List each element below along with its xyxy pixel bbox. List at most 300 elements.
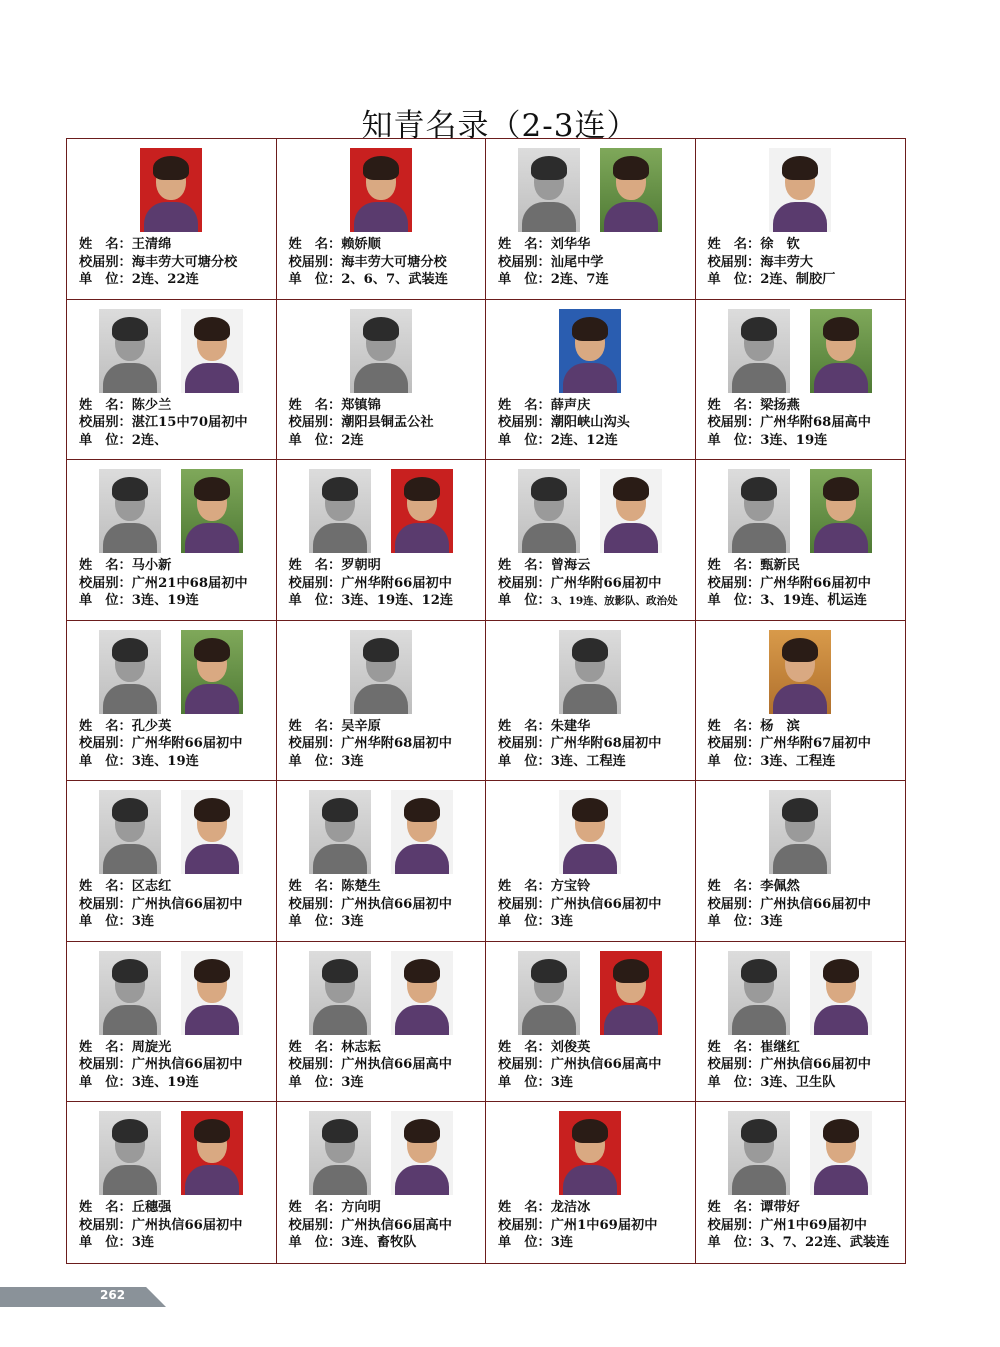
old-portrait-photo [728,309,790,393]
person-unit-label: 单 位： [79,753,132,769]
person-name: 孔少英 [131,718,172,734]
person-card [67,781,277,942]
person-name: 周旋光 [131,1039,172,1055]
person-school: 广州华附68届初中 [341,736,452,752]
old-portrait-photo [99,469,161,553]
person-school-label: 校届别： [707,1217,761,1233]
person-school: 广州华附68届高中 [760,415,871,431]
recent-portrait-photo [391,469,453,553]
photo-group [67,790,276,874]
person-school-row [79,575,272,593]
person-school-label: 校届别： [288,575,342,591]
person-school-row [498,254,691,272]
person-card [277,942,487,1103]
person-unit-label: 单 位： [498,1074,551,1090]
person-unit-row [289,753,482,771]
person-card [486,1102,696,1263]
person-name: 杨 滨 [760,718,800,734]
person-info [708,236,902,289]
person-unit-row [708,271,902,289]
person-name: 刘俊英 [550,1039,591,1055]
recent-portrait-photo [181,469,243,553]
person-school: 广州执信66届初中 [131,896,243,912]
person-unit-label: 单 位： [288,914,342,930]
person-unit-label: 单 位： [498,432,551,448]
person-name-label: 姓 名： [79,237,132,252]
person-name-row [498,1199,691,1217]
old-portrait-photo [728,951,790,1035]
person-info [498,236,691,289]
person-unit-label: 单 位： [707,432,761,448]
recent-portrait-photo [391,790,453,874]
person-school-label: 校届别： [288,736,342,752]
person-unit-row [79,1074,272,1092]
person-card [486,781,696,942]
person-card [277,1102,487,1263]
photo-group [67,1111,276,1195]
person-name-row [289,236,482,254]
recent-portrait-photo [140,148,202,232]
person-info [79,397,272,450]
person-info [498,1199,691,1252]
person-unit-label: 单 位： [707,272,761,287]
person-unit: 3连、19连 [131,753,199,769]
person-school: 广州华附68届初中 [550,736,662,752]
person-info [79,557,272,610]
person-school-label: 校届别： [288,1057,342,1073]
person-unit: 3连 [341,914,364,930]
person-card [277,781,487,942]
person-name-row [289,557,482,575]
person-info [289,878,482,931]
person-unit: 3连、工程连 [760,753,836,769]
person-info [708,1199,902,1252]
person-school-row [498,896,691,914]
person-name-label: 姓 名： [288,237,342,252]
person-unit: 3连、工程连 [550,753,626,769]
person-name-label: 姓 名： [79,1200,132,1216]
person-card [696,1102,906,1263]
recent-portrait-photo [181,1111,243,1195]
person-school-label: 校届别： [498,1057,551,1073]
person-info [289,397,482,450]
person-school-row [289,414,482,432]
old-portrait-photo [99,630,161,714]
person-unit-label: 单 位： [707,593,761,609]
old-portrait-photo [518,148,580,232]
person-school-row [498,1056,691,1074]
person-name-row [79,1039,272,1057]
person-unit-label: 单 位： [707,914,761,930]
recent-portrait-photo [559,1111,621,1195]
person-name: 崔继红 [760,1039,800,1055]
person-school-row [79,896,272,914]
person-name-row [498,397,691,415]
recent-portrait-photo [559,790,621,874]
recent-portrait-photo [391,951,453,1035]
old-portrait-photo [559,630,621,714]
person-school-row [708,575,902,593]
directory-grid [66,138,906,1264]
person-unit: 2连、 [131,432,168,448]
person-school-row [708,896,902,914]
person-info [289,1039,482,1092]
person-unit: 2、6、7、武装连 [341,272,448,287]
old-portrait-photo [728,469,790,553]
person-unit-row [289,432,482,450]
person-info [289,236,482,289]
person-name-row [708,1199,902,1217]
old-portrait-photo [99,951,161,1035]
person-name-row [289,1039,482,1057]
person-name: 薛声庆 [550,397,591,413]
person-name: 龙洁冰 [550,1200,591,1216]
person-unit-label: 单 位： [498,593,551,609]
person-card [277,621,487,782]
old-portrait-photo [309,790,371,874]
person-school-row [289,254,482,272]
person-name-label: 姓 名： [79,397,132,413]
person-unit-row [79,1234,272,1252]
photo-group [67,309,276,393]
person-info [289,1199,482,1252]
person-school-row [498,735,691,753]
person-school-label: 校届别： [79,1217,132,1233]
person-info [498,397,691,450]
person-name-row [708,557,902,575]
person-name: 吴辛原 [341,718,381,734]
photo-group [696,1111,906,1195]
photo-group [277,148,486,232]
person-unit-row [289,1074,482,1092]
person-unit-label: 单 位： [498,753,551,769]
photo-group [277,309,486,393]
person-name-row [708,1039,902,1057]
person-school-label: 校届别： [707,575,761,591]
person-unit-row [498,913,691,931]
person-unit-label: 单 位： [288,1074,342,1090]
person-unit: 3连、19连 [131,593,199,609]
person-unit: 3连、19连、12连 [341,593,454,609]
person-name: 罗朝明 [341,558,381,574]
person-info [498,557,691,611]
person-name-label: 姓 名： [288,558,342,574]
photo-group [696,148,906,232]
person-name-row [79,718,272,736]
person-name-row [79,236,272,254]
person-info [289,557,482,610]
person-school: 广州执信66届高中 [341,1217,452,1233]
person-info [708,718,902,771]
recent-portrait-photo [810,309,872,393]
old-portrait-photo [99,309,161,393]
person-name: 区志红 [131,879,172,895]
person-school: 广州执信66届高中 [341,1057,452,1073]
person-name-row [498,718,691,736]
recent-portrait-photo [559,309,621,393]
person-unit: 3连、卫生队 [760,1074,836,1090]
person-unit-label: 单 位： [79,1074,132,1090]
person-unit-row [79,592,272,610]
person-name-label: 姓 名： [288,397,342,413]
person-unit-label: 单 位： [288,1235,342,1251]
recent-portrait-photo [600,469,662,553]
old-portrait-photo [728,1111,790,1195]
person-name: 徐 钦 [760,237,800,252]
person-unit-label: 单 位： [498,914,551,930]
person-unit: 3连 [341,1074,364,1090]
person-school-row [498,1217,691,1235]
person-name-row [708,718,902,736]
person-school: 广州执信66届初中 [550,896,662,912]
person-school: 广州执信66届初中 [760,1057,871,1073]
old-portrait-photo [309,951,371,1035]
person-name-label: 姓 名： [707,237,761,252]
person-name: 朱建华 [550,718,591,734]
person-info [498,718,691,771]
person-name-label: 姓 名： [707,558,761,574]
person-card [486,300,696,461]
person-school: 广州执信66届初中 [131,1057,243,1073]
person-school: 广州1中69届初中 [550,1217,658,1233]
person-school: 海丰劳大可塘分校 [341,254,447,270]
person-name-row [498,878,691,896]
recent-portrait-photo [810,1111,872,1195]
person-unit-row [708,432,902,450]
person-school: 广州华附66届初中 [760,575,871,591]
person-school-row [289,1056,482,1074]
person-school-label: 校届别： [707,896,761,912]
recent-portrait-photo [181,790,243,874]
person-name: 谭带好 [760,1200,800,1216]
person-name: 陈少兰 [131,397,172,413]
person-name: 郑镇锦 [341,397,381,413]
photo-group [486,309,695,393]
old-portrait-photo [518,951,580,1035]
photo-group [277,1111,486,1195]
person-name: 甄新民 [760,558,800,574]
old-portrait-photo [769,790,831,874]
person-unit-row [79,753,272,771]
person-unit-row [708,592,902,610]
person-card [486,139,696,300]
person-name-label: 姓 名： [79,558,132,574]
person-info [708,878,902,931]
person-unit-row [498,592,691,611]
person-name-row [79,878,272,896]
person-name-label: 姓 名： [498,397,551,413]
person-school-row [79,1217,272,1235]
person-school-row [289,575,482,593]
person-unit-label: 单 位： [288,753,342,769]
recent-portrait-photo [350,148,412,232]
person-unit-label: 单 位： [79,593,132,609]
page-number: 262 [100,1288,126,1302]
person-name-label: 姓 名： [79,718,132,734]
person-name-label: 姓 名： [498,1039,551,1055]
person-school: 湛江15中70届初中 [131,415,248,431]
photo-group [696,309,906,393]
old-portrait-photo [309,1111,371,1195]
person-card [67,621,277,782]
person-unit-label: 单 位： [288,272,342,287]
person-name-row [289,397,482,415]
person-unit-label: 单 位： [498,272,551,287]
person-info [289,718,482,771]
recent-portrait-photo [810,951,872,1035]
photo-group [486,630,695,714]
person-unit: 2连、12连 [550,432,618,448]
person-name-label: 姓 名： [79,1039,132,1055]
person-info [708,557,902,610]
person-unit: 3连 [550,914,574,930]
person-unit-label: 单 位： [79,1235,132,1251]
person-school-label: 校届别： [498,575,551,591]
person-school-label: 校届别： [498,254,551,270]
person-school-label: 校届别： [288,415,342,431]
person-unit: 3连 [550,1235,574,1251]
person-card [277,300,487,461]
person-unit-row [79,432,272,450]
person-school-label: 校届别： [498,736,551,752]
photo-group [486,148,695,232]
person-unit-row [498,1074,691,1092]
person-school-label: 校届别： [79,736,132,752]
person-name: 丘穗强 [131,1200,172,1216]
person-school: 广州华附66届初中 [131,736,243,752]
person-unit-label: 单 位： [288,432,342,448]
person-school: 广州执信66届高中 [550,1057,662,1073]
person-school-label: 校届别： [288,254,342,270]
person-unit-row [708,1234,902,1252]
photo-group [696,469,906,553]
recent-portrait-photo [769,630,831,714]
person-card [67,460,277,621]
person-name-row [289,1199,482,1217]
person-name: 马小新 [131,558,172,574]
photo-group [486,951,695,1035]
person-unit-row [708,913,902,931]
person-unit: 2连、制胶厂 [760,272,836,287]
person-unit-row [79,913,272,931]
person-school-row [79,414,272,432]
person-unit: 3、19连、放影队、政治处 [550,595,678,608]
old-portrait-photo [350,309,412,393]
person-name-label: 姓 名： [79,879,132,895]
person-card [696,621,906,782]
person-name-row [498,1039,691,1057]
person-school-row [289,1217,482,1235]
person-name-row [498,557,691,575]
person-card [277,460,487,621]
person-name-label: 姓 名： [498,237,551,252]
person-school-label: 校届别： [79,1057,132,1073]
person-info [79,1039,272,1092]
person-name-label: 姓 名： [498,1200,551,1216]
person-card [67,1102,277,1263]
person-school-label: 校届别： [288,896,342,912]
person-unit: 3连 [131,1235,155,1251]
person-school: 广州执信66届初中 [341,896,452,912]
person-name: 方向明 [341,1200,381,1216]
person-name-label: 姓 名： [498,879,551,895]
person-name-label: 姓 名： [707,879,761,895]
person-card [486,942,696,1103]
photo-group [696,951,906,1035]
person-unit: 3连、19连 [131,1074,199,1090]
person-info [498,1039,691,1092]
person-card [67,139,277,300]
old-portrait-photo [518,469,580,553]
person-unit-row [289,913,482,931]
person-info [708,1039,902,1092]
person-school-row [289,735,482,753]
photo-group [277,469,486,553]
old-portrait-photo [99,790,161,874]
person-unit: 2连 [341,432,364,448]
person-school: 广州执信66届初中 [131,1217,243,1233]
person-unit-row [708,1074,902,1092]
person-name-label: 姓 名： [707,1200,761,1216]
person-school: 海丰劳大可塘分校 [131,254,238,270]
person-school-row [708,254,902,272]
person-unit: 3连 [550,1074,574,1090]
person-unit-row [289,1234,482,1252]
person-name-row [79,557,272,575]
person-unit-label: 单 位： [707,1074,761,1090]
person-card [696,942,906,1103]
person-card [277,139,487,300]
photo-group [67,951,276,1035]
person-name-row [498,236,691,254]
person-school-label: 校届别： [707,1057,761,1073]
photo-group [67,630,276,714]
person-school-label: 校届别： [707,736,761,752]
person-name: 梁扬燕 [760,397,800,413]
person-unit-label: 单 位： [79,914,132,930]
person-school: 潮阳峡山沟头 [550,415,630,431]
person-name: 曾海云 [550,558,591,574]
recent-portrait-photo [769,148,831,232]
person-school: 广州华附66届初中 [550,575,662,591]
person-school: 海丰劳大 [760,254,813,270]
person-name-row [708,878,902,896]
person-school-label: 校届别： [79,415,132,431]
person-info [79,1199,272,1252]
person-name: 陈楚生 [341,879,381,895]
person-school: 广州华附67届初中 [760,736,871,752]
person-card [696,781,906,942]
recent-portrait-photo [810,469,872,553]
person-unit: 3、7、22连、武装连 [760,1235,890,1251]
person-info [79,236,272,289]
person-name-row [79,397,272,415]
person-school-label: 校届别： [79,254,132,270]
person-card [696,300,906,461]
person-unit-label: 单 位： [707,1235,761,1251]
photo-group [696,630,906,714]
recent-portrait-photo [181,630,243,714]
person-unit-row [498,432,691,450]
person-unit-label: 单 位： [288,593,342,609]
person-info [79,878,272,931]
person-school-row [79,254,272,272]
page-title: 知青名录（2-3连） [361,108,639,144]
photo-group [277,790,486,874]
photo-group [277,951,486,1035]
person-unit-label: 单 位： [79,432,132,448]
person-unit: 3连、19连 [760,432,828,448]
